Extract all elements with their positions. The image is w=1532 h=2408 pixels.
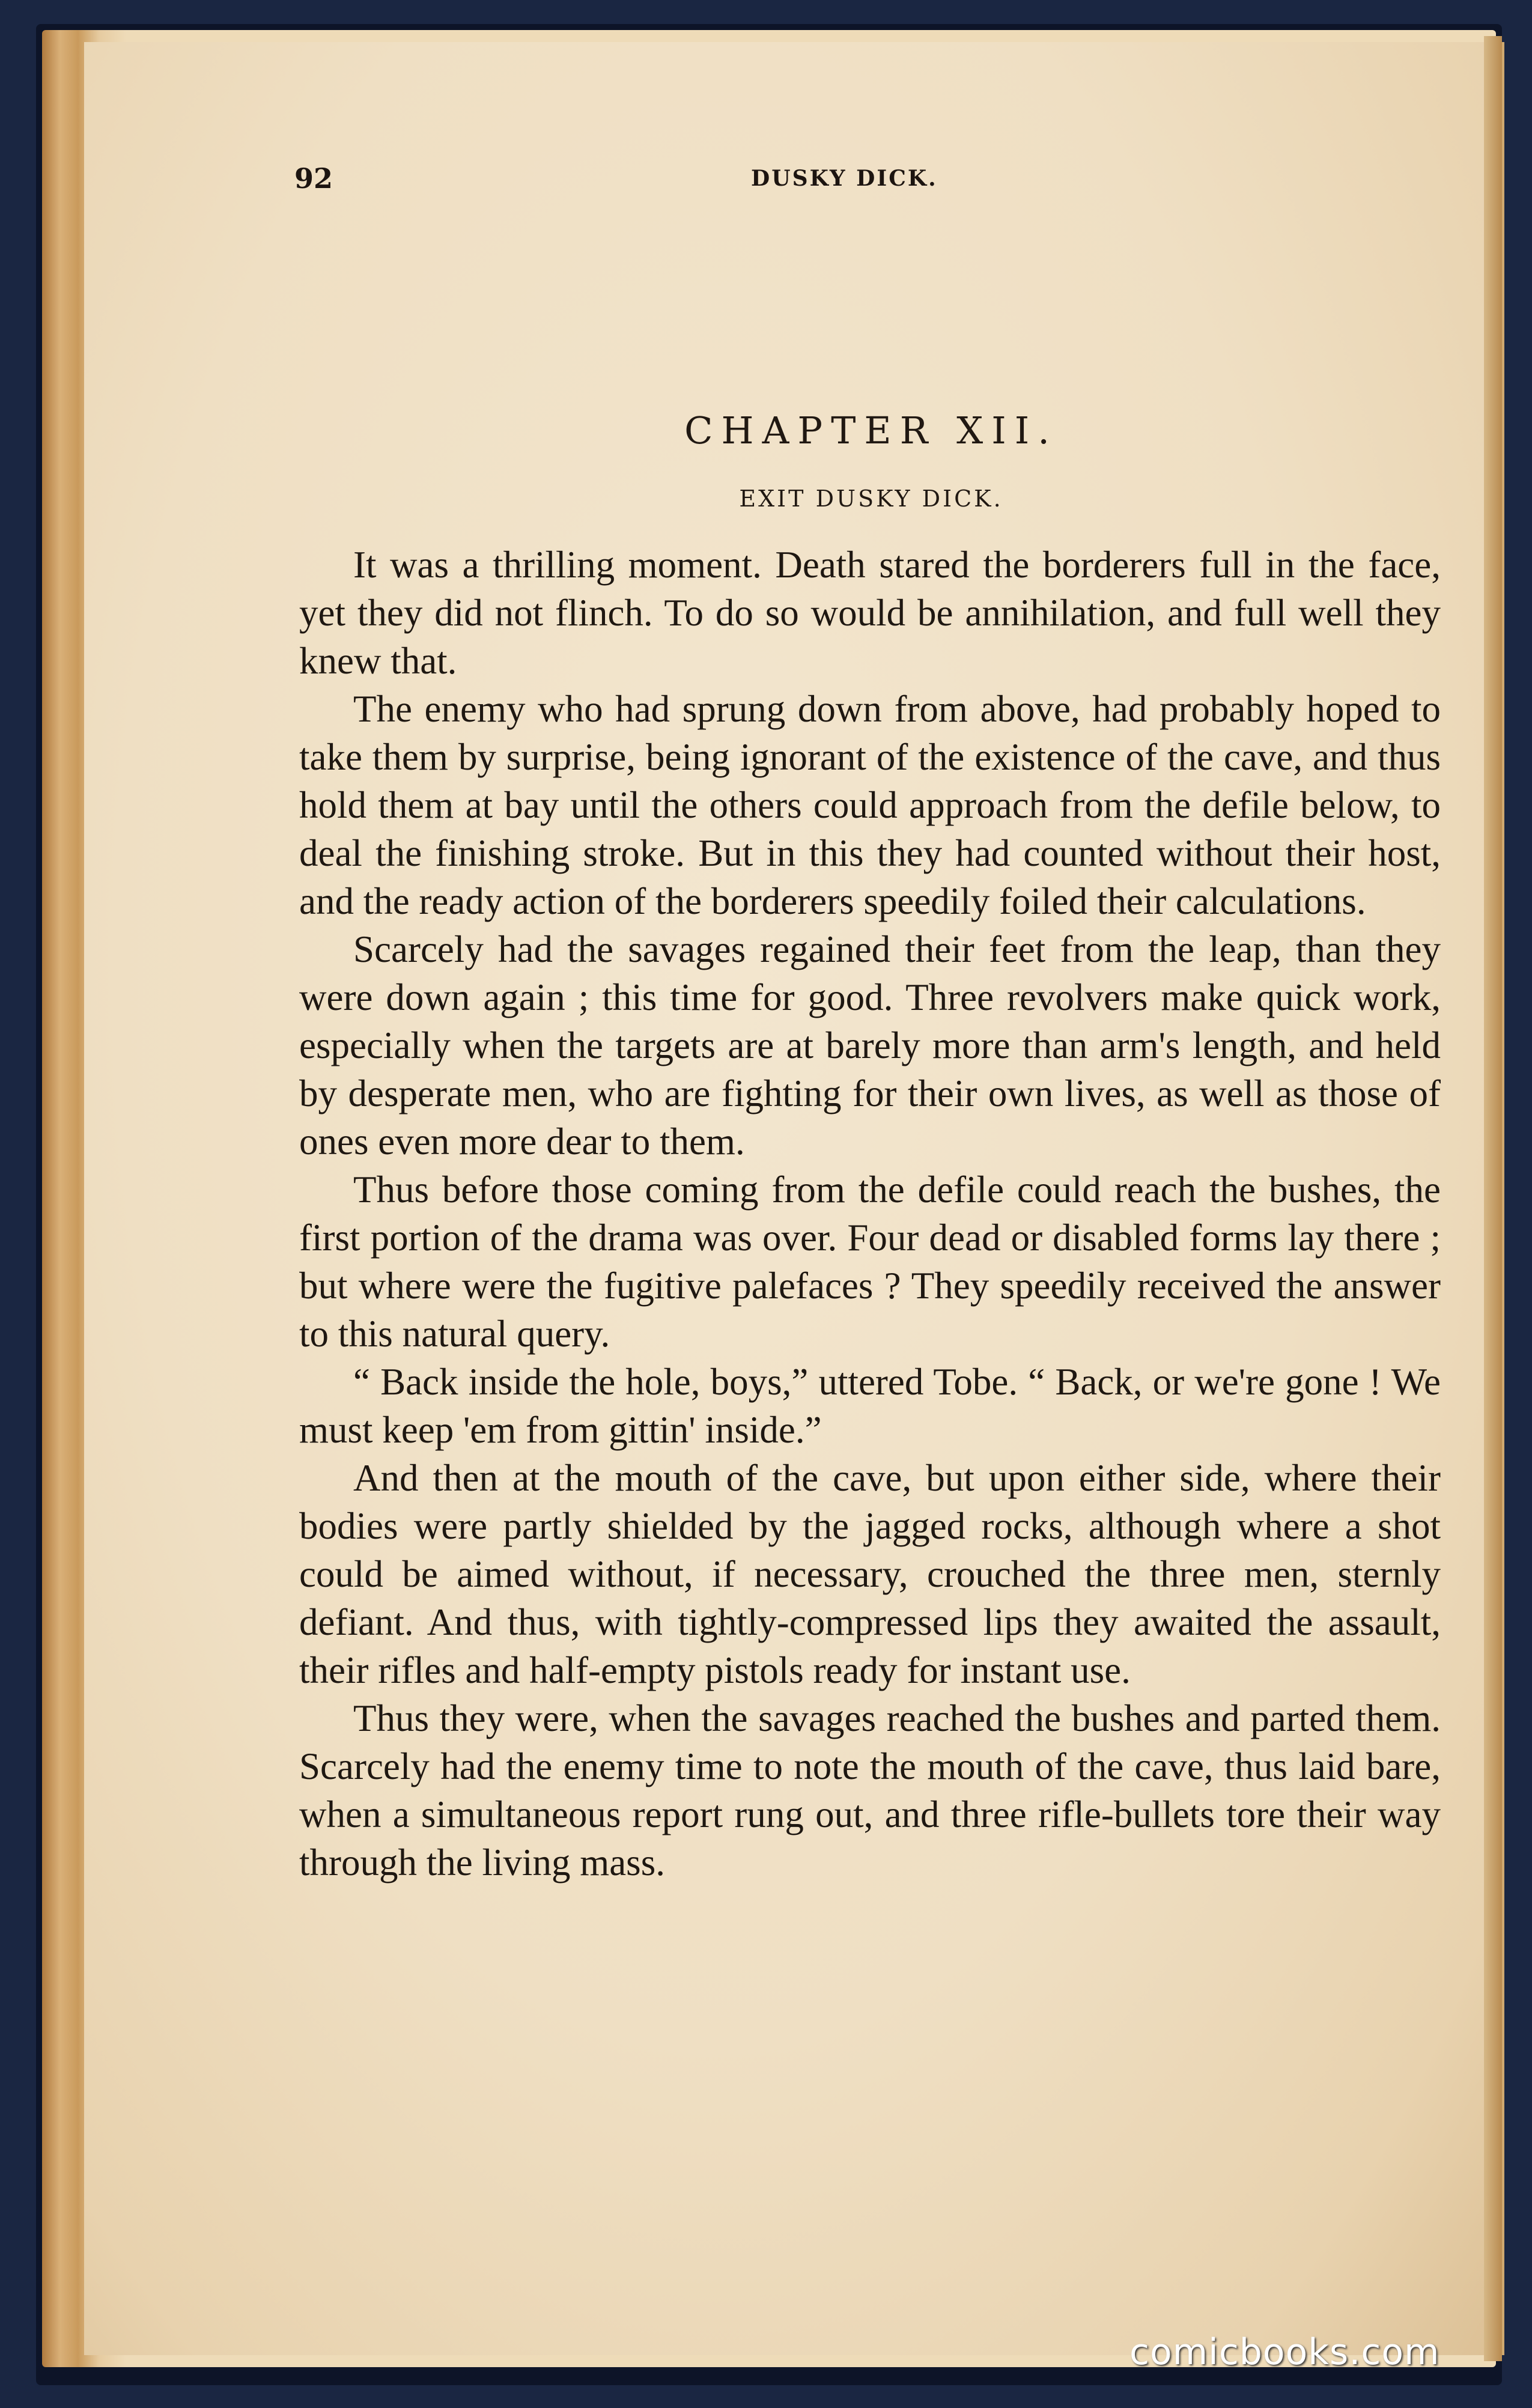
- paragraph: And then at the mouth of the cave, but upon either side, where their bodies were partly shielded by the jagged rocks, although where a shot could be aimed without, if necessary, crouched the three men, sternly defiant. And thus, with tightly-compressed lips they awaited the assault, their rifles and half-empty pistols ready for instant use.: [299, 1457, 1441, 1691]
- page-gutter: [1484, 36, 1502, 2361]
- page-number: 92: [294, 162, 333, 195]
- paragraph: “ Back inside the hole, boys,” uttered Tobe. “ Back, or we're gone ! We must keep 'em from gittin' inside.”: [299, 1361, 1441, 1451]
- paragraph: The enemy who had sprung down from above, had probably hoped to take them by surprise, being ignorant of the existence of the cave, and thus hold them at bay until the others could approach from the defile below, to deal the finishing stroke. But in this they had counted without their host, and the ready action of the borderers speedily foiled their calculations.: [299, 688, 1441, 922]
- chapter-title: CHAPTER XII.: [684, 409, 1058, 452]
- paragraph: It was a thrilling moment. Death stared the borderers full in the face, yet they did not flinch. To do so would be annihilation, and full well they knew that.: [299, 544, 1441, 682]
- running-head: [294, 162, 1448, 198]
- chapter-body: [299, 541, 1441, 1887]
- paragraph: Thus they were, when the savages reached the bushes and parted them. Scarcely had the enemy time to note the mouth of the cave, thus laid bare, when a simultaneous report rung out, and three rifle-bullets tore their way through the living mass.: [299, 1697, 1441, 1884]
- chapter-subtitle: EXIT DUSKY DICK.: [739, 485, 1003, 512]
- paragraph: Thus before those coming from the defile could reach the bushes, the first portion of the drama was over. Four dead or disabled forms lay there ; but where were the fugitive palefaces ? They speedily received the answer to this natural query.: [299, 1169, 1441, 1355]
- watermark: comicbooks.com: [1129, 2331, 1440, 2373]
- paragraph: Scarcely had the savages regained their feet from the leap, than they were down again ; this time for good. Three revolvers make quick work, especially when the targets are at barely more than arm's length, and held by desperate men, who are fighting for their own lives, as well as those of ones even more dear to them.: [299, 928, 1441, 1163]
- running-title: DUSKY DICK.: [751, 166, 938, 191]
